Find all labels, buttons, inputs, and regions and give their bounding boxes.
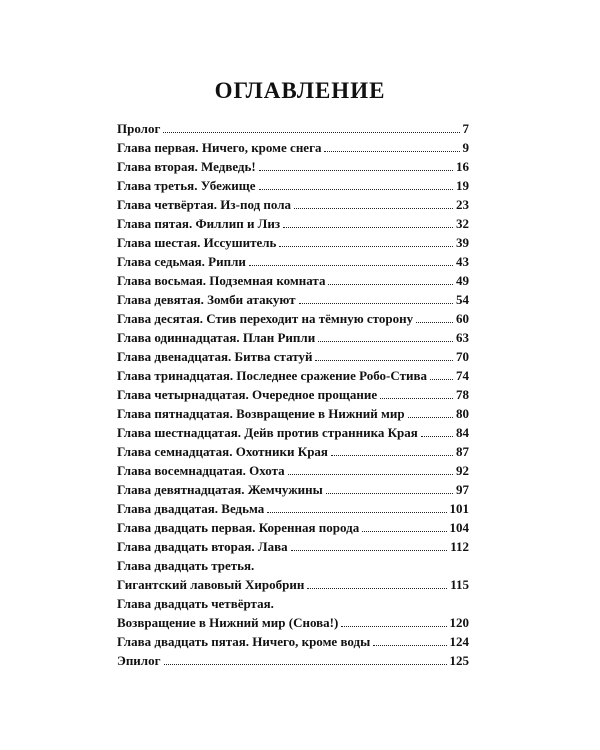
dot-leader [341,625,446,627]
toc-entry-page-number: 49 [456,273,469,288]
toc-entry-title: Глава двадцать пятая. Ничего, кроме воды [117,634,371,649]
dot-leader [283,226,453,228]
toc-entry-page-number: 112 [450,539,469,554]
toc-entry-title: Глава девятнадцатая. Жемчужины [117,482,323,497]
toc-entry-title: Глава вторая. Медведь! [117,159,256,174]
toc-entry-page-number: 63 [456,330,469,345]
toc-entry [117,612,469,631]
toc-entry [117,327,469,346]
toc-entry-title: Глава седьмая. Рипли [117,254,246,269]
toc-entry-title: Глава двадцатая. Ведьма [117,501,265,516]
dot-leader [307,587,447,589]
toc-entry-page-number: 78 [456,387,469,402]
toc-entry-title: Глава двадцать первая. Коренная порода [117,520,360,535]
toc-entry-title: Глава шестая. Иссушитель [117,235,277,250]
toc-entry-page-number: 39 [456,235,469,250]
toc-entry-title: Глава пятая. Филлип и Лиз [117,216,281,231]
toc-entry [117,517,469,536]
toc-entry-title: Гигантский лавовый Хиробрин [117,577,305,592]
toc-entry-title: Глава восьмая. Подземная комната [117,273,326,288]
toc-entry [117,289,469,308]
dot-leader [328,283,453,285]
toc-entry [117,650,469,669]
dot-leader [408,416,453,418]
toc-entry-title: Глава восемнадцатая. Охота [117,463,285,478]
toc-entry-title: Глава двадцать вторая. Лава [117,539,288,554]
dot-leader [164,663,447,665]
toc-entry [117,346,469,365]
toc-entry-page-number: 84 [456,425,469,440]
toc-entry-title: Глава одиннадцатая. План Рипли [117,330,316,345]
dot-leader [249,264,453,266]
toc-entry-page-number: 60 [456,311,469,326]
toc-entry-page-number: 54 [456,292,469,307]
toc-entry-title: Возвращение в Нижний мир (Снова!) [117,615,339,630]
dot-leader [324,150,459,152]
toc-entry-page-number: 43 [456,254,469,269]
toc-entry-page-number: 120 [449,615,469,630]
toc-entry [117,422,469,441]
toc-entry-page-number: 80 [456,406,469,421]
toc-entry-page-number: 125 [449,653,469,668]
toc-entry-page-number: 124 [449,634,469,649]
dot-leader [331,454,453,456]
toc-entry-title: Глава первая. Ничего, кроме снега [117,140,322,155]
toc-entry [117,536,469,555]
dot-leader [380,397,453,399]
dot-leader [288,473,453,475]
toc-entry-title: Глава двадцать четвёртая. [117,596,274,611]
toc-entry-page-number: 7 [462,121,469,136]
toc-entry-page-number: 115 [450,577,469,592]
toc-entry-title: Глава пятнадцатая. Возвращение в Нижний мир [117,406,405,421]
toc-entry [117,251,469,270]
toc-entry-title: Глава десятая. Стив переходит на тёмную сторону [117,311,414,326]
toc-entry [117,574,469,593]
toc-entry [117,555,469,574]
toc-entry-title: Глава семнадцатая. Охотники Края [117,444,328,459]
toc-entry [117,308,469,327]
toc-entry-page-number: 87 [456,444,469,459]
toc-entry-page-number: 19 [456,178,469,193]
toc-entry [117,270,469,289]
toc-entry-page-number: 104 [449,520,469,535]
toc-entry-title: Глава четырнадцатая. Очередное прощание [117,387,378,402]
toc-entry-page-number: 32 [456,216,469,231]
dot-leader [299,302,453,304]
toc-entry [117,593,469,612]
dot-leader [421,435,453,437]
toc-entry [117,384,469,403]
toc-entry-page-number: 97 [456,482,469,497]
toc-entry [117,137,469,156]
toc-entry-page-number: 74 [456,368,469,383]
toc-entry [117,631,469,650]
toc-entry-title: Глава двадцать третья. [117,558,255,573]
dot-leader [259,188,453,190]
toc-entry [117,460,469,479]
toc-entry-title: Глава двенадцатая. Битва статуй [117,349,313,364]
toc-entry [117,232,469,251]
dot-leader [294,207,453,209]
toc-entry-title: Глава тринадцатая. Последнее сражение Робо-Стива [117,368,427,383]
toc-entry-page-number: 92 [456,463,469,478]
toc-entry [117,194,469,213]
dot-leader [430,378,453,380]
toc-entry-title: Глава девятая. Зомби атакуют [117,292,296,307]
toc-entry-title: Глава четвёртая. Из-под пола [117,197,292,212]
toc-entry-page-number: 101 [449,501,469,516]
toc-entry-page-number: 16 [456,159,469,174]
toc-entry-title: Глава шестнадцатая. Дейв против странника Края [117,425,418,440]
toc-entry [117,175,469,194]
toc-entry-page-number: 9 [462,140,469,155]
dot-leader [267,511,446,513]
dot-leader [163,131,459,133]
dot-leader [291,549,448,551]
table-of-contents [117,118,469,669]
dot-leader [362,530,446,532]
toc-entry-title: Эпилог [117,653,161,668]
toc-entry-page-number: 70 [456,349,469,364]
dot-leader [416,321,453,323]
toc-entry [117,441,469,460]
page-title: ОГЛАВЛЕНИЕ [214,78,386,103]
dot-leader [315,359,453,361]
toc-entry-title: Пролог [117,121,161,136]
dot-leader [326,492,453,494]
toc-entry [117,213,469,232]
toc-entry [117,365,469,384]
toc-entry [117,118,469,137]
toc-entry [117,498,469,517]
dot-leader [279,245,453,247]
dot-leader [318,340,453,342]
toc-entry [117,156,469,175]
dot-leader [259,169,453,171]
toc-entry [117,403,469,422]
toc-entry-page-number: 23 [456,197,469,212]
toc-entry-title: Глава третья. Убежище [117,178,256,193]
dot-leader [373,644,446,646]
toc-entry [117,479,469,498]
